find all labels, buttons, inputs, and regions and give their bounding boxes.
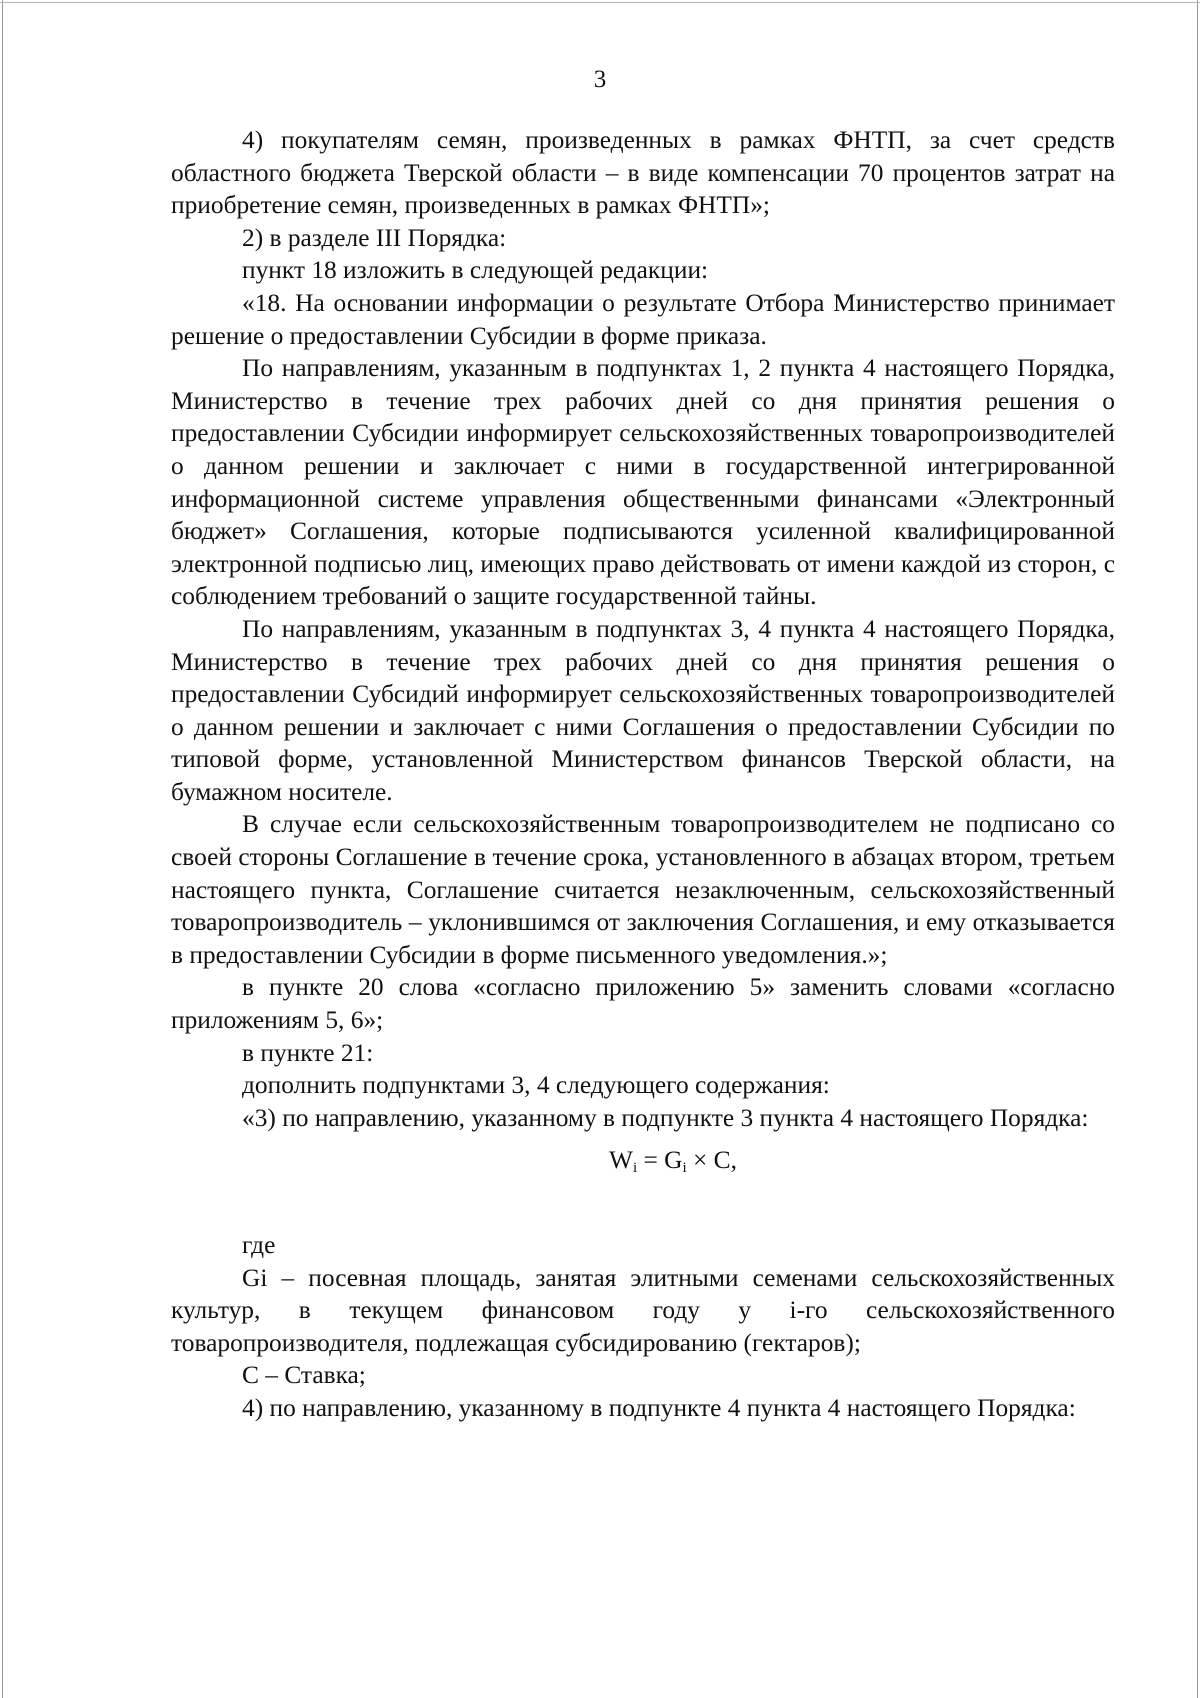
paragraph-paper-agreement: По направлениям, указанным в подпунктах 3, 4 пункта 4 настоящего Порядка, Министерство в течение трех рабочих дней со дня принятия решения о предоставлении Субсидий информирует сельскохозяйственных товаропроизводителей о данном решении и заключает с ними Соглашения о предоставлении Субсидии по типовой форме, установленной Министерством финансов Тверской области, на бумажном носителе. <box>171 614 1115 806</box>
document-body <box>171 124 1115 1425</box>
formula-g-sub: i <box>682 1160 687 1177</box>
paragraph-electronic-budget: По направлениям, указанным в подпунктах 1, 2 пункта 4 настоящего Порядка, Министерство в течение трех рабочих дней со дня принятия решения о предоставлении Субсидии информирует сельскохозяйственных товаропроизводителей о данном решении и заключает с ними в государственной интегрированной информационной системе управления общественными финансами «Электронный бюджет» Соглашения, которые подписываются усиленной квалифицированной электронной подписью лиц, имеющих право действовать от имени каждой из сторон, с соблюдением требований о защите государственной тайны. <box>171 354 1115 611</box>
paragraph-where: где <box>242 1231 276 1259</box>
formula-w-sub: i <box>632 1160 638 1177</box>
page-number: 3 <box>593 66 607 93</box>
paragraph-refusal: В случае если сельскохозяйственным товаропроизводителем не подписано со своей стороны Соглашение в течение срока, установленного в абзацах втором, третьем настоящего пункта, Соглашение считается незаключенным, сельскохозяйственный товаропроизводитель – уклонившимся от заключения Соглашения, и ему отказывается в предоставлении Субсидии в форме письменного уведомления.»; <box>171 810 1115 969</box>
paragraph-definition-gi: Gi – посевная площадь, занятая элитными семенами сельскохозяйственных культур, в текущем финансовом году у i-го сельскохозяйственного товаропроизводителя, подлежащая субсидированию (гектаров); <box>171 1263 1115 1357</box>
paragraph-item-20: в пункте 20 слова «согласно приложению 5» заменить словами «согласно приложениям 5, 6»; <box>171 973 1115 1035</box>
formula-eq: = <box>637 1146 665 1175</box>
scan-edge-right <box>1197 0 1198 1698</box>
scan-edge-left <box>2 0 3 1698</box>
formula-tail: × C, <box>686 1146 737 1175</box>
paragraph-item-18: «18. На основании информации о результате Отбора Министерство принимает решение о предоставлении Субсидии в форме приказа. <box>171 288 1115 350</box>
scan-edge-top <box>0 2 1200 3</box>
paragraph-item-18-intro: пункт 18 изложить в следующей редакции: <box>242 256 709 285</box>
formula <box>171 1144 1115 1185</box>
paragraph-add-subitems: дополнить подпунктами 3, 4 следующего содержания: <box>242 1071 830 1100</box>
paragraph-item-4-buyers: 4) покупателям семян, произведенных в рамках ФНТП, за счет средств областного бюджета Тверской области – в виде компенсации 70 процентов затрат на приобретение семян, произведенных в рамках ФНТП»; <box>171 126 1115 220</box>
formula-g: G <box>664 1146 683 1175</box>
formula-w: W <box>609 1146 633 1175</box>
paragraph-subitem-4: 4) по направлению, указанному в подпункте 4 пункта 4 настоящего Порядка: <box>242 1393 1076 1422</box>
paragraph-definition-c: C – Ставка; <box>242 1361 366 1390</box>
paragraph-item-21: в пункте 21: <box>242 1038 374 1067</box>
paragraph-section-3: 2) в разделе III Порядка: <box>242 223 507 252</box>
paragraph-subitem-3: «3) по направлению, указанному в подпункте 3 пункта 4 настоящего Порядка: <box>242 1103 1089 1132</box>
